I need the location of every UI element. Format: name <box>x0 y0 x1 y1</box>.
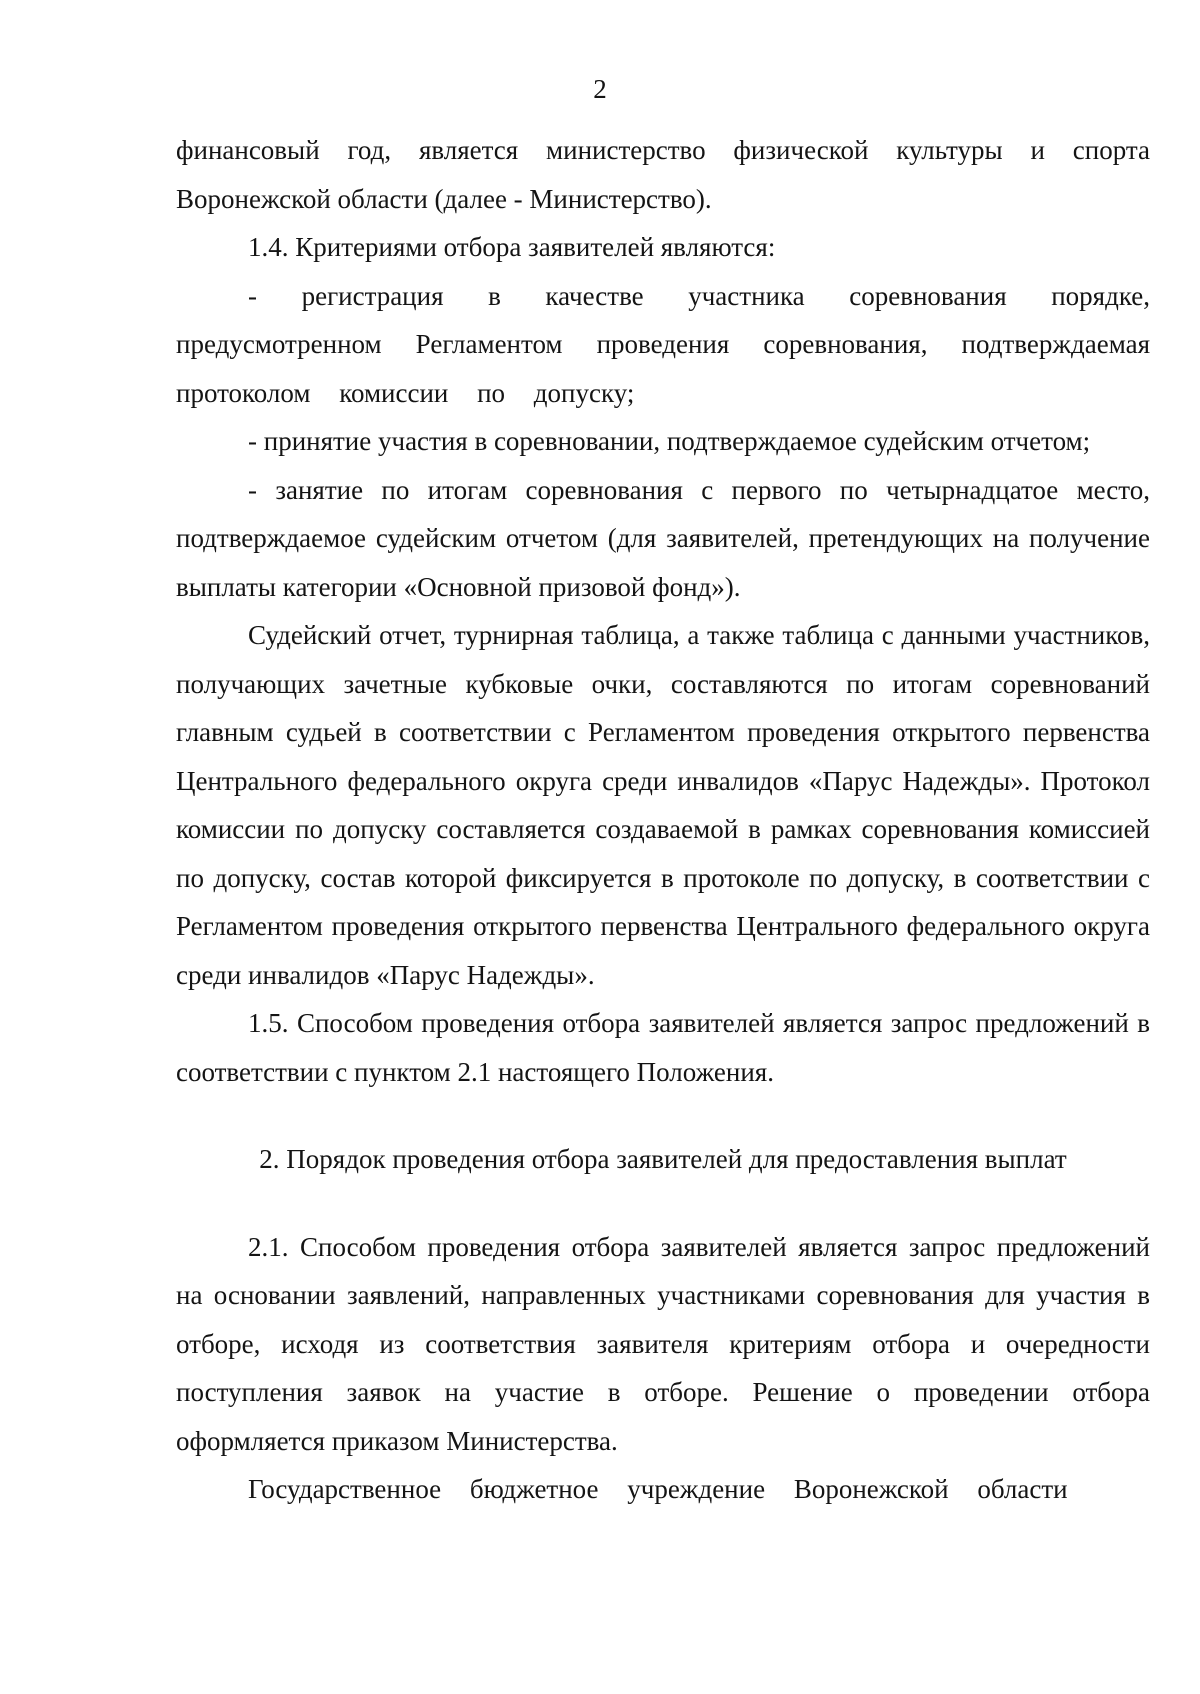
paragraph-selection-method: 1.5. Способом проведения отбора заявителей является запрос предложений в соответствии с пунктом 2.1 настоящего Положения. <box>176 1008 1150 1087</box>
paragraph-criteria-placement: - занятие по итогам соревнования с первого по четырнадцатое место, подтверждаемое судейским отчетом (для заявителей, претендующих на получение выплаты категории «Основной призовой фонд»). <box>176 474 1150 602</box>
document-body <box>176 126 1150 1514</box>
paragraph-section-2-1: 2.1. Способом проведения отбора заявителей является запрос предложений на основании заявлений, направленных участниками соревнования для участия в отборе, исходя из соответствия заявителя критериям отбора и очередности поступления заявок на участие в отборе. Решение о проведении отбора оформляется приказом Министерства. <box>176 1231 1150 1456</box>
paragraph-continuation: финансовый год, является министерство физической культуры и спорта Воронежской области (далее - Министерство). <box>176 135 1150 214</box>
paragraph-institution: Государственное бюджетное учреждение Воронежской области <box>248 1474 1068 1504</box>
paragraph-criteria-registration: - регистрация в качестве участника соревнования порядке, предусмотренном Регламентом проведения соревнования, подтверждаемая протоколом комиссии по допуску; <box>176 280 1150 408</box>
paragraph-criteria-participation: - принятие участия в соревновании, подтверждаемое судейским отчетом; <box>248 426 1091 456</box>
section-heading: 2. Порядок проведения отбора заявителей для предоставления выплат <box>259 1144 1067 1174</box>
page-number: 2 <box>593 74 607 104</box>
paragraph-judge-report: Судейский отчет, турнирная таблица, а также таблица с данными участников, получающих зачетные кубковые очки, составляются по итогам соревнований главным судьей в соответствии с Регламентом проведения открытого первенства Центрального федерального округа среди инвалидов «Парус Надежды». Протокол комиссии по допуску составляется создаваемой в рамках соревнования комиссией по допуску, состав которой фиксируется в протоколе по допуску, в соответствии с Регламентом проведения открытого первенства Центрального федерального округа среди инвалидов «Парус Надежды». <box>176 620 1150 990</box>
paragraph-criteria-heading: 1.4. Критериями отбора заявителей являются: <box>248 232 776 262</box>
